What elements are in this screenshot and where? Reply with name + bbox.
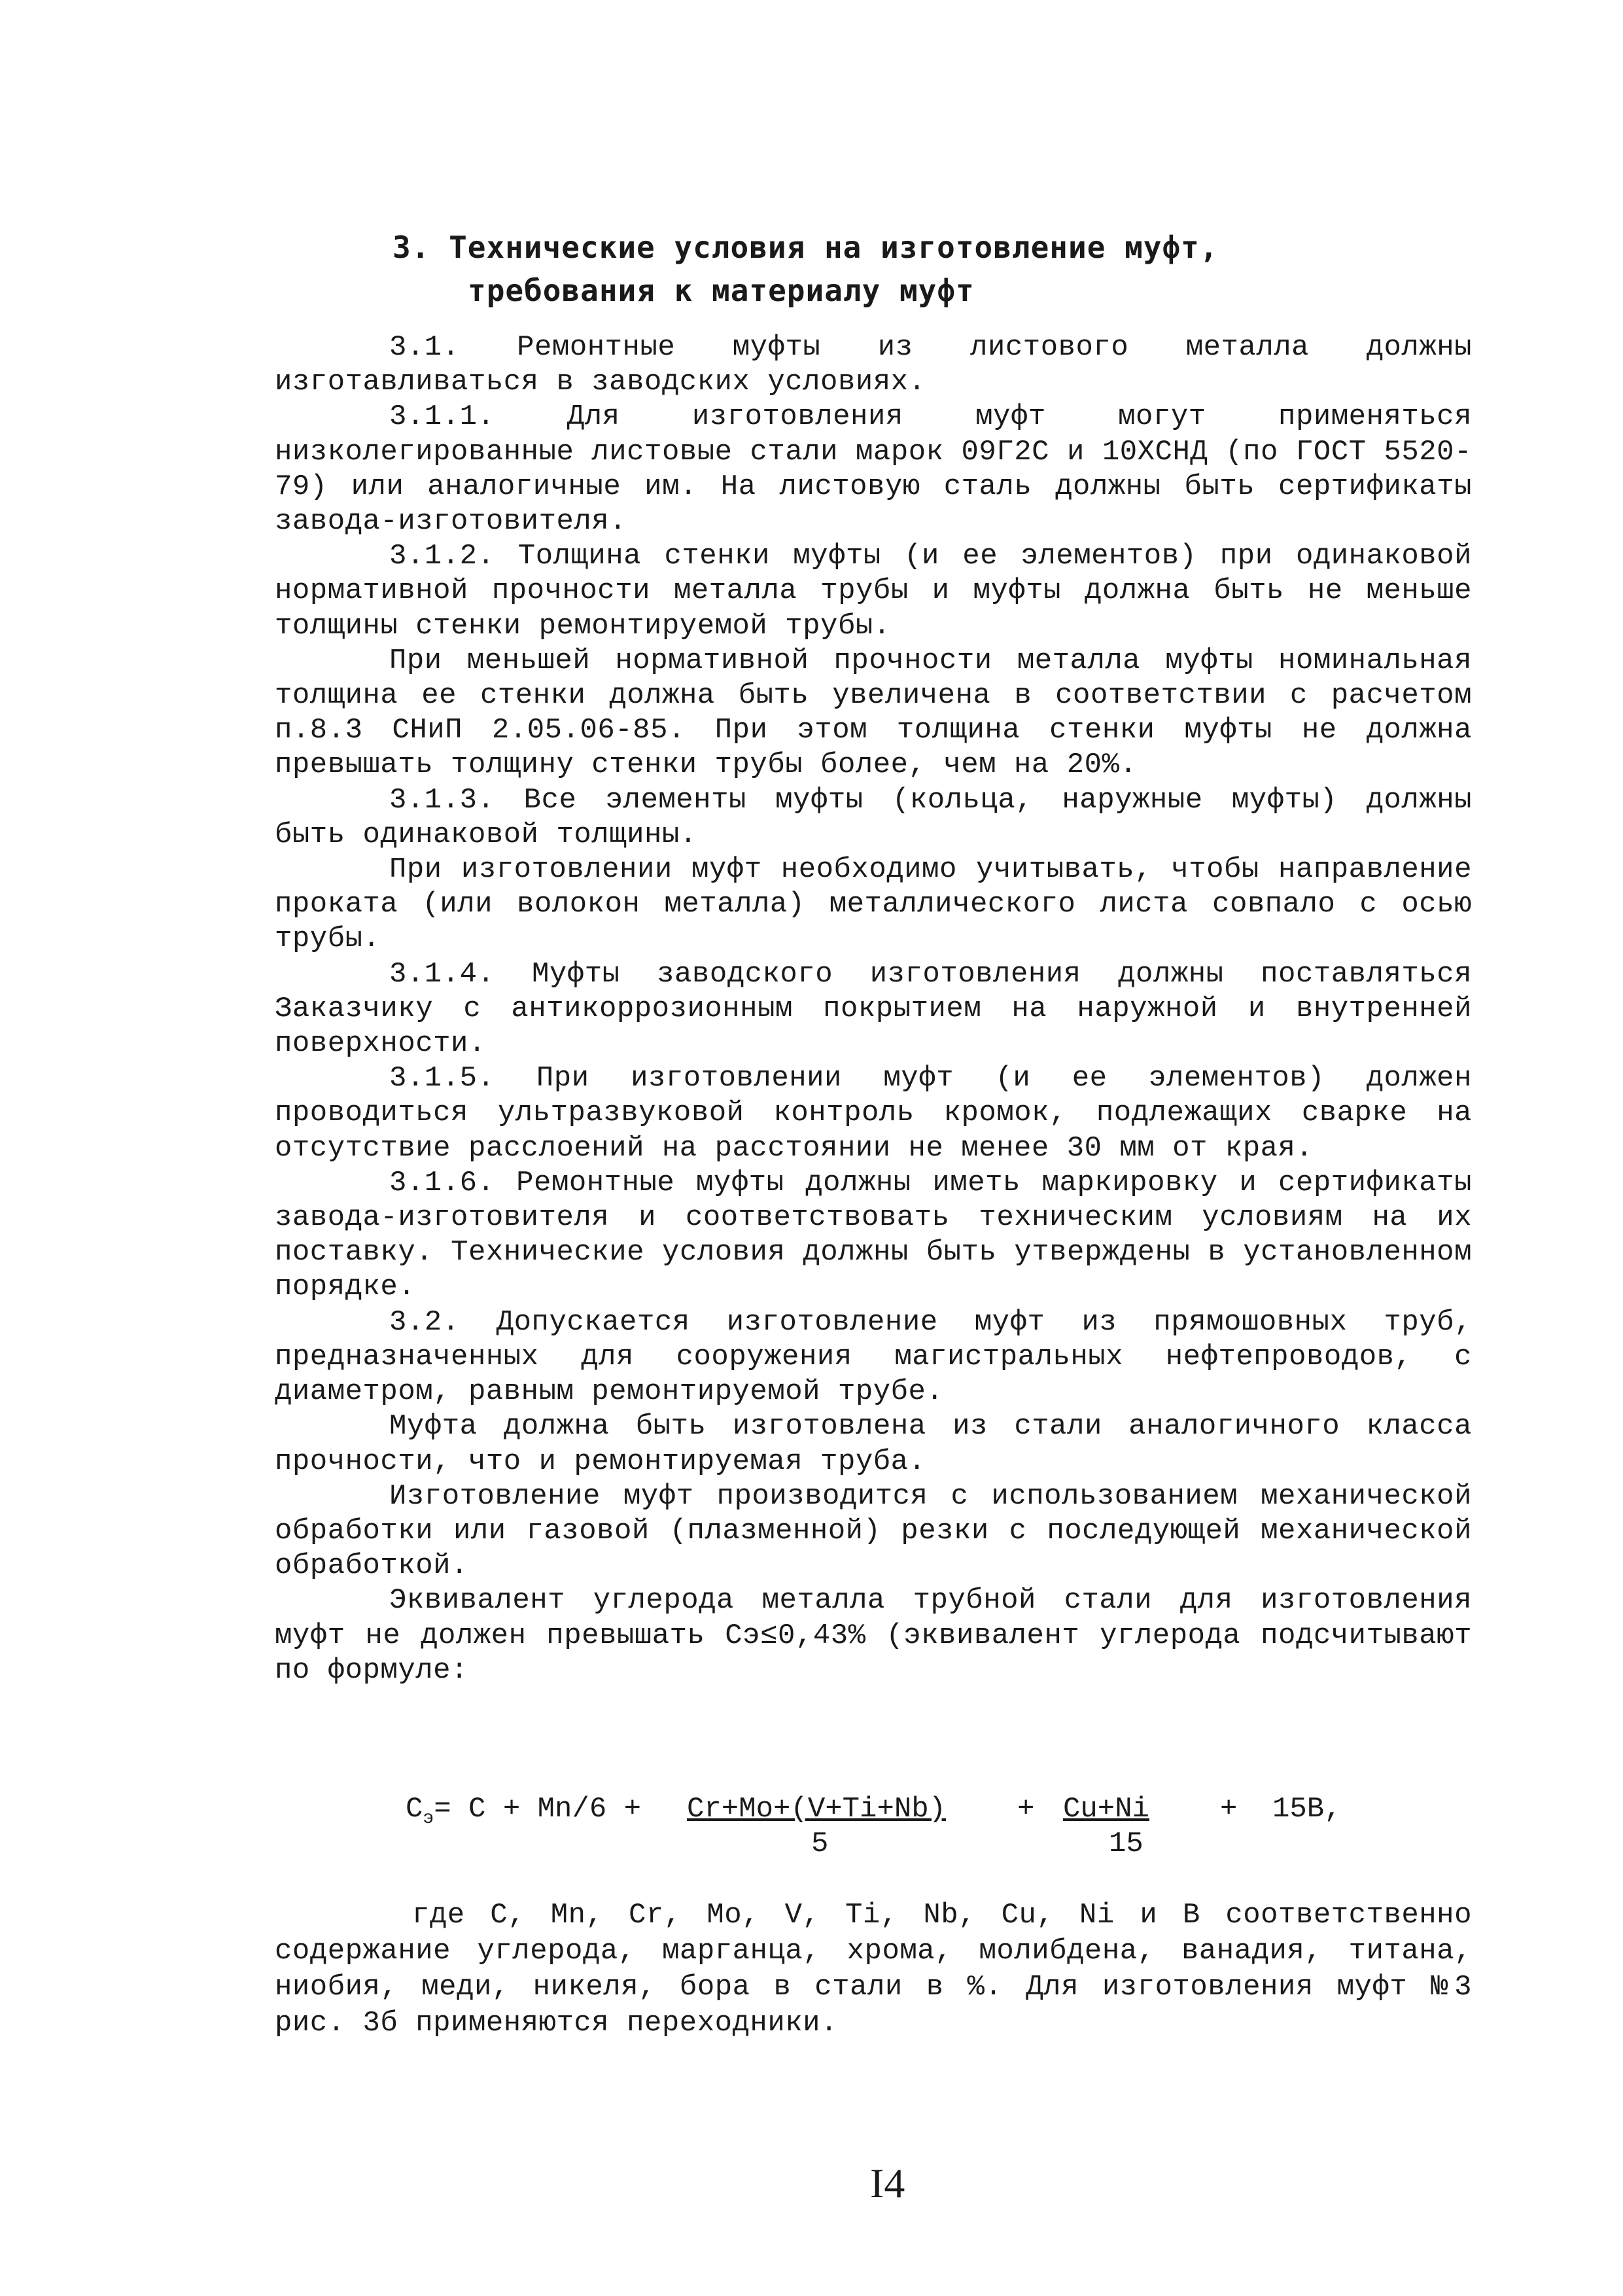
section-heading-line-1: 3. Технические условия на изготовление муфт,	[393, 230, 1219, 265]
formula-plus-2: +	[1017, 1793, 1035, 1826]
paragraph-3-1-4: 3.1.4. Муфты заводского изготовления должны поставляться Заказчику с антикоррозионным покрытием на наружной и внутренней поверхности.	[275, 957, 1472, 1061]
paragraph-3-1-3: 3.1.3. Все элементы муфты (кольца, наружные муфты) должны быть одинаковой толщины.	[275, 783, 1472, 851]
paragraph-lower-strength: При меньшей нормативной прочности металла муфты номинальная толщина ее стенки должна быть увеличена в соответствии с расчетом п.8.3 СНиП 2.05.06-85. При этом толщина стенки муфты не должна превышать толщину стенки трубы более, чем на 20%.	[275, 644, 1472, 782]
paragraph-strength-class: Муфта должна быть изготовлена из стали аналогичного класса прочности, что и ремонтируемая труба.	[275, 1410, 1472, 1478]
formula-explanation-text: где C, Mn, Cr, Mo, V, Ti, Nb, Cu, Ni и B соответственно содержание углерода, марганца, хрома, молибдена, ванадия, титана, ниобия, меди, никеля, бора в стали в %. Для изготовления муфт №3 рис. 3б применяются переходники.	[275, 1899, 1472, 2040]
section-heading	[393, 226, 1219, 312]
formula-plus-3: +	[1220, 1793, 1238, 1826]
body-text	[275, 330, 1472, 1688]
paragraph-3-2: 3.2. Допускается изготовление муфт из прямошовных труб, предназначенных для сооружения магистральных нефтепроводов, с диаметром, равным ремонтируемой трубе.	[275, 1305, 1472, 1409]
paragraph-3-1-1: 3.1.1. Для изготовления муфт могут применяться низколегированные листовые стали марок 09Г2С и 10ХСНД (по ГОСТ 5520-79) или аналогичные им. На листовую сталь должны быть сертификаты завода-изготовителя.	[275, 400, 1472, 539]
formula-explanation	[275, 1898, 1472, 2041]
paragraph-3-1-6: 3.1.6. Ремонтные муфты должны иметь маркировку и сертификаты завода-изготовителя и соответствовать техническим условиям на их поставку. Технические условия должны быть утверждены в установленном порядке.	[275, 1166, 1472, 1304]
section-heading-line-2: требования к материалу муфт	[468, 273, 975, 308]
paragraph-carbon-equivalent: Эквивалент углерода металла трубной стали для изготовления муфт не должен превышать Cэ≤0,43% (эквивалент углерода подсчитывают по формуле:	[275, 1584, 1472, 1687]
formula-tail: 15B,	[1272, 1793, 1342, 1826]
formula-main-terms: = C + Mn/6 +	[434, 1793, 642, 1826]
paragraph-3-1-2: 3.1.2. Толщина стенки муфты (и ее элементов) при одинаковой нормативной прочности металла трубы и муфты должна быть не меньше толщины стенки ремонтируемой трубы.	[275, 540, 1472, 643]
paragraph-3-1: 3.1. Ремонтные муфты из листового металла должны изготавливаться в заводских условиях.	[275, 331, 1472, 399]
formula-numerator-1: Cr+Mo+(V+Ti+Nb)	[687, 1793, 947, 1826]
page-number: I4	[870, 2160, 905, 2206]
paragraph-3-1-5: 3.1.5. При изготовлении муфт (и ее элементов) должен проводиться ультразвуковой контроль кромок, подлежащих сварке на отсутствие расслоений на расстоянии не менее 30 мм от края.	[275, 1062, 1472, 1165]
formula-lhs-subscript: э	[423, 1808, 434, 1829]
formula-lhs-symbol: C	[406, 1793, 423, 1826]
formula-lhs	[406, 1793, 641, 1829]
formula-numerator-2: Cu+Ni	[1063, 1793, 1150, 1826]
carbon-equivalent-formula	[406, 1793, 1387, 1878]
paragraph-machining: Изготовление муфт производится с использованием механической обработки или газовой (плазменной) резки с последующей механической обработкой.	[275, 1479, 1472, 1583]
formula-denominator-1: 5	[811, 1828, 829, 1860]
formula-denominator-2: 15	[1109, 1828, 1143, 1860]
paragraph-rolling-direction: При изготовлении муфт необходимо учитывать, чтобы направление проката (или волокон металла) металлического листа совпало с осью трубы.	[275, 853, 1472, 956]
